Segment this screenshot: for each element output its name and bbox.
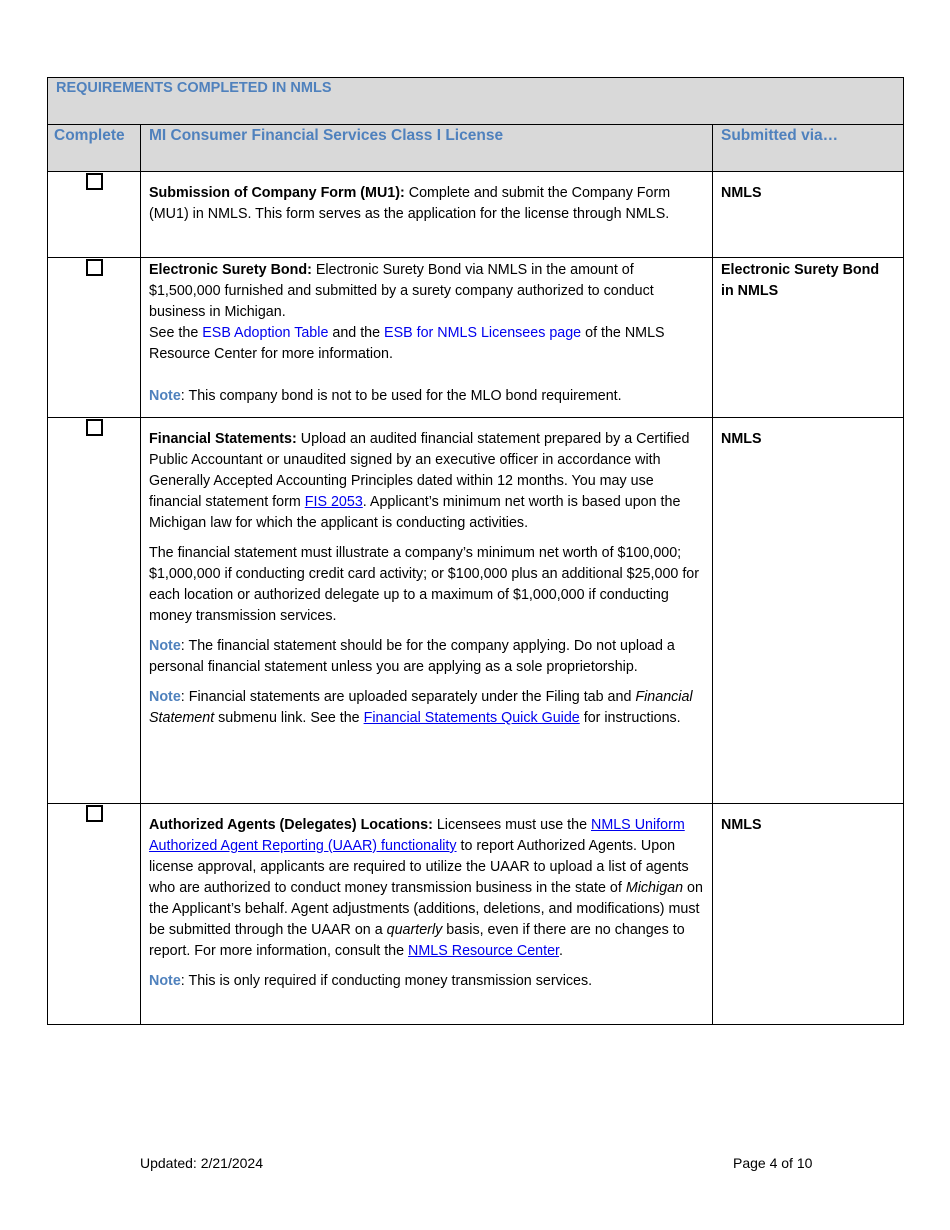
requirement-text: Complete and submit the Company Form (MU1) in NMLS. This form serves as the application for the license through NMLS. bbox=[149, 185, 671, 222]
requirement-text: . Applicant’s minimum net worth is based upon the Michigan law for which the applicant is conducting activities. bbox=[149, 494, 681, 531]
table-row-company-form bbox=[48, 172, 904, 258]
submitted-via-cell: NMLS bbox=[713, 172, 904, 258]
requirement-text: of the NMLS Resource Center for more information. bbox=[149, 325, 665, 362]
note-label: Note bbox=[149, 973, 181, 989]
requirement-text: and the bbox=[328, 325, 385, 341]
note-text: Financial Statement bbox=[149, 689, 693, 726]
header-submitted-via: Submitted via… bbox=[713, 125, 904, 172]
checkbox-authorized-agents[interactable] bbox=[86, 805, 103, 822]
complete-cell bbox=[48, 258, 141, 418]
requirement-text: to report Authorized Agents. Upon license approval, applicants are required to utilize the UAAR to upload a list of agents who are authorized to conduct money transmission business in the state of bbox=[149, 838, 689, 896]
checkbox-company-form[interactable] bbox=[86, 173, 103, 190]
submitted-via-cell: Electronic Surety Bond in NMLS bbox=[713, 258, 904, 418]
table-title: REQUIREMENTS COMPLETED IN NMLS bbox=[48, 78, 904, 125]
esb-adoption-table-link[interactable]: ESB Adoption Table bbox=[202, 325, 329, 341]
note-label: Note bbox=[149, 689, 181, 705]
table-row-authorized-agents bbox=[48, 804, 904, 1025]
requirement-text: Upload an audited financial statement prepared by a Certified Public Accountant or unaudited signed by an executive officer in accordance with Generally Accepted Accounting Principles dated within 12 months. You may use financial statement form bbox=[149, 431, 690, 510]
requirement-text: Michigan bbox=[625, 880, 684, 896]
financial-statements-quick-guide-link[interactable]: Financial Statements Quick Guide bbox=[363, 710, 580, 726]
note-label: Note bbox=[149, 388, 181, 404]
note-text: : Financial statements are uploaded separately under the Filing tab and bbox=[180, 689, 636, 705]
submitted-via-cell: NMLS bbox=[713, 418, 904, 804]
requirement-description bbox=[141, 258, 713, 418]
requirement-text: . bbox=[559, 943, 564, 959]
table-row-surety-bond bbox=[48, 258, 904, 418]
checkbox-surety-bond[interactable] bbox=[86, 259, 103, 276]
table-title-row bbox=[48, 78, 904, 125]
requirement-text: basis, even if there are no changes to report. For more information, consult the bbox=[149, 922, 685, 959]
complete-cell bbox=[48, 418, 141, 804]
complete-cell bbox=[48, 172, 141, 258]
note-text: : This company bond is not to be used for the MLO bond requirement. bbox=[180, 388, 622, 404]
requirement-text: Licensees must use the bbox=[432, 817, 591, 833]
requirements-table bbox=[47, 77, 904, 1025]
nmls-resource-center-link[interactable]: NMLS Resource Center bbox=[408, 943, 560, 959]
header-license: MI Consumer Financial Services Class I License bbox=[141, 125, 713, 172]
footer-page-number: Page 4 of 10 bbox=[733, 1155, 813, 1171]
note-text: : The financial statement should be for the company applying. Do not upload a personal financial statement unless you are applying as a sole proprietorship. bbox=[149, 638, 675, 675]
header-complete: Complete bbox=[48, 125, 141, 172]
note-text: submenu link. See the bbox=[214, 710, 364, 726]
note-text: for instructions. bbox=[579, 710, 681, 726]
esb-licensees-page-link[interactable]: ESB for NMLS Licensees page bbox=[384, 325, 582, 341]
requirement-text: on the Applicant’s behalf. Agent adjustments (additions, deletions, and modifications) must be submitted through the UAAR on a bbox=[149, 880, 703, 938]
complete-cell bbox=[48, 804, 141, 1025]
net-worth-paragraph: The financial statement must illustrate a company’s minimum net worth of $100,000; $1,000,000 if conducting credit card activity; or $100,000 plus an additional $25,000 for each location or authorized delegate up to a maximum of $1,000,000 if conducting money transmission services. bbox=[149, 545, 700, 624]
footer-updated-date: Updated: 2/21/2024 bbox=[140, 1155, 263, 1171]
requirement-description bbox=[141, 172, 713, 258]
table-header-row bbox=[48, 125, 904, 172]
requirement-text: See the bbox=[149, 325, 203, 341]
submitted-via-cell: NMLS bbox=[713, 804, 904, 1025]
requirement-label: Authorized Agents (Delegates) Locations: bbox=[149, 817, 433, 833]
requirement-label: Submission of Company Form (MU1): bbox=[149, 185, 405, 201]
requirement-label: Electronic Surety Bond: bbox=[149, 262, 312, 278]
requirement-text: quarterly bbox=[386, 922, 443, 938]
fis-2053-link[interactable]: FIS 2053 bbox=[304, 494, 363, 510]
requirement-description bbox=[141, 418, 713, 804]
table-row-financial-statements bbox=[48, 418, 904, 804]
note-text: : This is only required if conducting money transmission services. bbox=[180, 973, 593, 989]
requirement-label: Financial Statements: bbox=[149, 431, 297, 447]
uaar-functionality-link[interactable]: NMLS Uniform Authorized Agent Reporting (UAAR) functionality bbox=[149, 817, 685, 854]
checkbox-financial-statements[interactable] bbox=[86, 419, 103, 436]
note-label: Note bbox=[149, 638, 181, 654]
requirement-text: Electronic Surety Bond via NMLS in the amount of $1,500,000 furnished and submitted by a surety company authorized to conduct business in Michigan. bbox=[149, 262, 654, 320]
requirement-description bbox=[141, 804, 713, 1025]
